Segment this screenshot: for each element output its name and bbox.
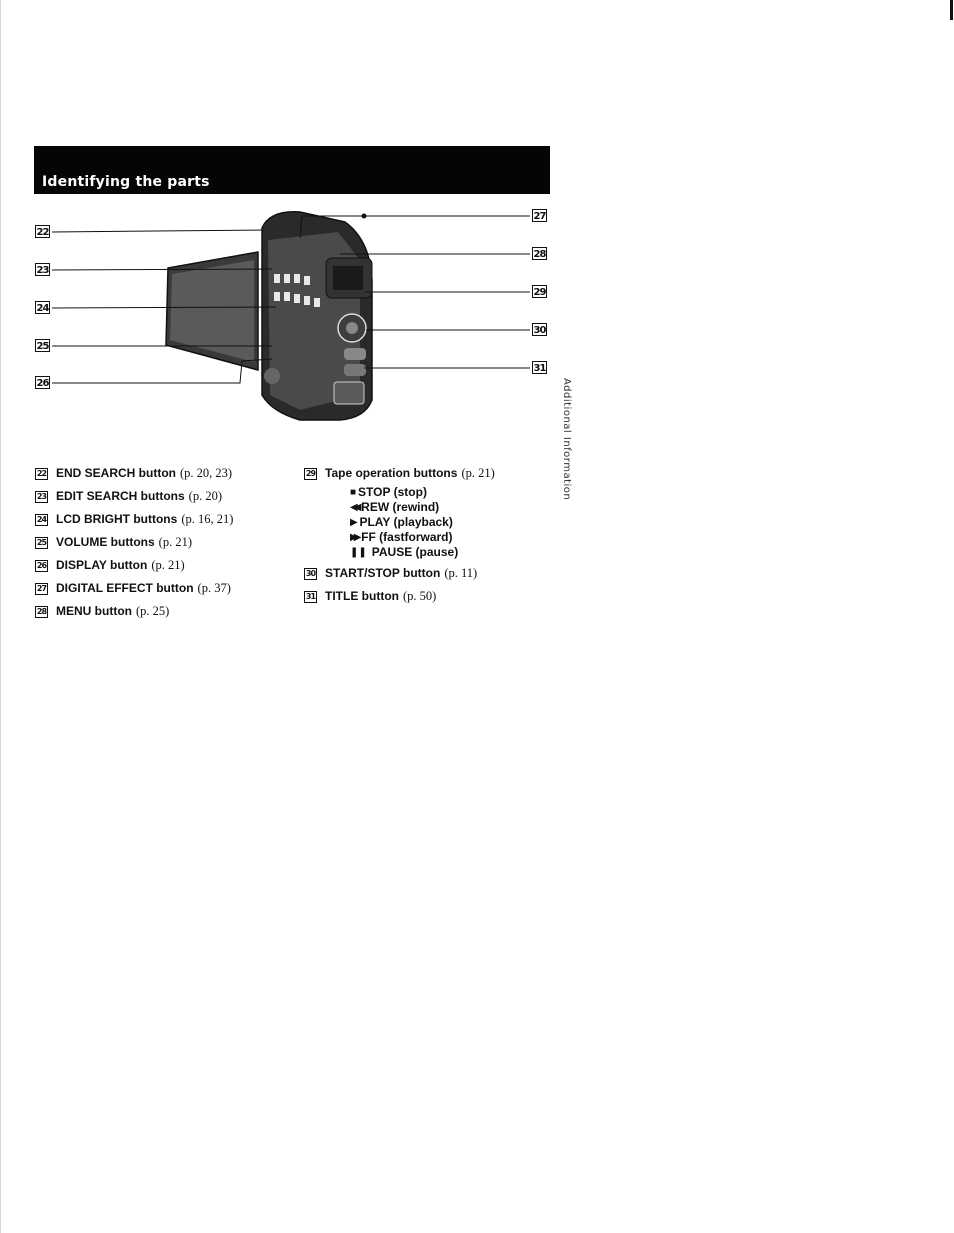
page-corner-mark xyxy=(950,0,953,20)
section-title: Identifying the parts xyxy=(42,174,210,190)
list-item xyxy=(304,562,554,585)
parts-list-left xyxy=(35,462,290,623)
list-item xyxy=(35,508,290,531)
list-item xyxy=(35,577,290,600)
callout-27: 27 xyxy=(533,211,546,222)
item-page: (p. 21) xyxy=(151,558,185,572)
item-name: DISPLAY button xyxy=(56,558,148,572)
item-page: (p. 11) xyxy=(444,566,478,580)
item-page: (p. 21) xyxy=(461,466,495,480)
fastforward-icon: ▶▶ xyxy=(350,532,357,543)
section-header-bar xyxy=(34,146,550,194)
pause-icon: ❚❚ xyxy=(350,547,367,558)
item-name: EDIT SEARCH buttons xyxy=(56,489,185,503)
callout-23: 23 xyxy=(36,265,49,276)
list-item xyxy=(35,600,290,623)
callout-29: 29 xyxy=(533,287,546,298)
item-name: END SEARCH button xyxy=(56,466,176,480)
item-number: 25 xyxy=(36,537,47,547)
callout-25: 25 xyxy=(36,341,49,352)
item-name: START/STOP button xyxy=(325,566,441,580)
item-page: (p. 37) xyxy=(197,581,231,595)
stop-icon: ■ xyxy=(350,487,354,498)
item-number: 22 xyxy=(36,468,47,478)
tape-subitem: ❚❚ PAUSE (pause) xyxy=(350,545,459,559)
item-number: 29 xyxy=(305,468,316,478)
item-number: 31 xyxy=(305,591,316,601)
item-page: (p. 25) xyxy=(135,604,170,618)
callout-28: 28 xyxy=(533,249,546,260)
tape-subitem: ▶▶ FF (fastforward) xyxy=(350,530,453,544)
side-section-tab: Additional Information xyxy=(561,378,572,501)
rewind-icon: ◀◀ xyxy=(350,502,357,513)
item-name: Tape operation buttons xyxy=(325,466,458,480)
list-item xyxy=(304,585,554,608)
page-edge xyxy=(0,0,1,1233)
item-number: 30 xyxy=(305,568,316,578)
list-item xyxy=(35,462,290,485)
item-name: LCD BRIGHT buttons xyxy=(56,512,178,526)
item-number: 23 xyxy=(36,491,47,501)
callout-26: 26 xyxy=(36,378,49,389)
item-page: (p. 20, 23) xyxy=(180,466,233,480)
play-icon: ▶ xyxy=(350,517,355,528)
callout-24: 24 xyxy=(36,303,49,314)
item-page: (p. 21) xyxy=(158,535,192,549)
item-number: 28 xyxy=(36,606,47,616)
callout-31: 31 xyxy=(533,363,546,374)
list-item xyxy=(35,531,290,554)
item-number: 26 xyxy=(36,560,47,570)
tape-subitem: ■ STOP (stop) xyxy=(350,485,427,499)
parts-list-right xyxy=(304,462,554,608)
callout-30: 30 xyxy=(533,325,546,336)
item-name: MENU button xyxy=(56,604,132,618)
list-item-tape-operation xyxy=(304,462,554,485)
item-number: 24 xyxy=(36,514,47,524)
camcorder-illustration xyxy=(0,196,560,426)
camcorder-diagram xyxy=(0,196,560,426)
list-item xyxy=(35,485,290,508)
item-name: VOLUME buttons xyxy=(56,535,155,549)
item-page: (p. 50) xyxy=(402,589,437,603)
list-item xyxy=(35,554,290,577)
tape-subitem: ▶ PLAY (playback) xyxy=(350,515,453,529)
item-page: (p. 20) xyxy=(188,489,222,503)
item-number: 27 xyxy=(36,583,47,593)
item-page: (p. 16, 21) xyxy=(181,512,234,526)
tape-subitem: ◀◀ REW (rewind) xyxy=(350,500,440,514)
item-name: DIGITAL EFFECT button xyxy=(56,581,194,595)
item-name: TITLE button xyxy=(325,589,399,603)
callout-22: 22 xyxy=(36,227,49,238)
